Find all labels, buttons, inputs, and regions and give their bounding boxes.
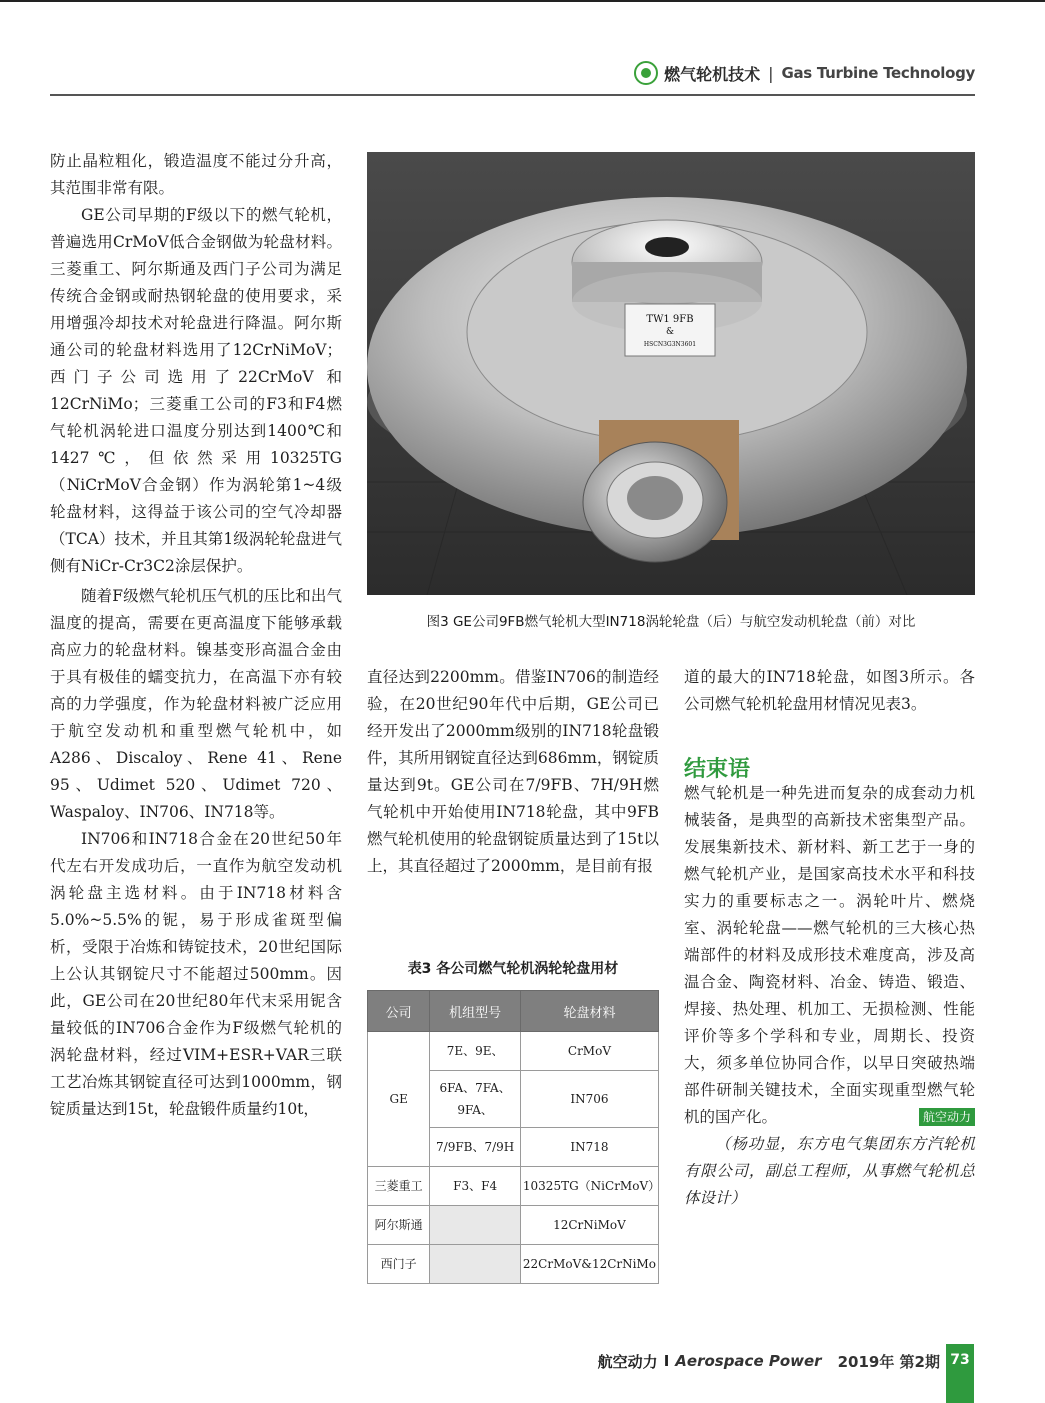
footer-issue: 2019年 第2期 bbox=[837, 1352, 940, 1371]
footer-separator: I bbox=[663, 1352, 670, 1370]
table-header-cell: 公司 bbox=[368, 991, 430, 1032]
header-journal-en: Gas Turbine Technology bbox=[781, 64, 975, 82]
end-badge: 航空动力 bbox=[919, 1108, 975, 1126]
paragraph: GE公司早期的F级以下的燃气轮机，普遍选用CrMoV低合金钢做为轮盘材料。三菱重工、阿尔斯通及西门子公司为满足传统合金钢或耐热钢轮盘的使用要求，采用增强冷却技术对轮盘进行降温。阿尔斯通公司的轮盘材料选用了12CrNiMoV；西门子公司选用了22CrMoV 和 12CrNiMo；三菱重工公司的F3和F4燃气轮机涡轮进口温度分别达到1400℃和1427℃，但依然采用10325TG（NiCrMoV合金钢）作为涡轮第1~4级轮盘材料，这得益于该公司的空气冷却器（TCA）技术，并且其第1级涡轮轮盘进气侧有NiCr-Cr3C2涂层保护。 bbox=[50, 206, 342, 575]
table-header-cell: 机组型号 bbox=[430, 991, 521, 1032]
header-journal-cn: 燃气轮机技术 bbox=[664, 64, 761, 84]
figure-caption: 图3 GE公司9FB燃气轮机大型IN718涡轮轮盘（后）与航空发动机轮盘（前）对比 bbox=[426, 614, 916, 630]
footer-journal-cn: 航空动力 bbox=[597, 1352, 658, 1371]
table-cell: 阿尔斯通 bbox=[368, 1206, 430, 1245]
running-footer bbox=[560, 1346, 940, 1376]
table-cell: 10325TG（NiCrMoV） bbox=[520, 1167, 658, 1206]
table-cell: GE bbox=[368, 1032, 430, 1167]
author-note: （杨功显，东方电气集团东方汽轮机有限公司，副总工程师，从事燃气轮机总体设计） bbox=[684, 1135, 975, 1207]
table-cell: 7/9FB、7/9H bbox=[430, 1128, 521, 1167]
table-header-row bbox=[368, 991, 659, 1032]
table-title: 表3 各公司燃气轮机涡轮轮盘用材 bbox=[407, 961, 619, 977]
right-column bbox=[684, 780, 975, 1212]
table-cell: 12CrNiMoV bbox=[520, 1206, 658, 1245]
table-cell: 22CrMoV&12CrNiMo bbox=[520, 1245, 658, 1284]
running-header bbox=[600, 58, 975, 88]
header-separator: | bbox=[768, 63, 774, 83]
table-cell bbox=[430, 1206, 521, 1245]
table-cell: 西门子 bbox=[368, 1245, 430, 1284]
page-number: 73 bbox=[946, 1344, 974, 1403]
table-header-cell: 轮盘材料 bbox=[520, 991, 658, 1032]
table-row bbox=[368, 1032, 659, 1071]
table-cell: IN718 bbox=[520, 1128, 658, 1167]
turbine-disk-photo bbox=[367, 152, 975, 595]
table-cell: 7E、9E、 bbox=[430, 1032, 521, 1071]
middle-column bbox=[367, 664, 659, 880]
table-row bbox=[368, 1206, 659, 1245]
paragraph: 直径达到2200mm。借鉴IN706的制造经验，在20世纪90年代中后期，GE公司已经开发出了2000mm级别的IN718轮盘锻件，其所用钢锭直径达到686mm，钢锭质量达到9t。GE公司在7/9FB、7H/9H燃气轮机中开始使用IN718轮盘，其中9FB燃气轮机使用的轮盘钢锭质量达到了15t以上，其直径超过了2000mm，是目前有报 bbox=[367, 668, 659, 875]
table-cell: CrMoV bbox=[520, 1032, 658, 1071]
table-row bbox=[368, 1245, 659, 1284]
left-column bbox=[50, 148, 342, 1123]
section-title: 结束语 bbox=[684, 757, 751, 782]
figure-photo bbox=[367, 152, 975, 595]
paragraph: 随着F级燃气轮机压气机的压比和出气温度的提高，需要在更高温度下能够承载高应力的轮盘材料。镍基变形高温合金由于具有极佳的蠕变抗力，在高温下亦有较高的力学强度，作为轮盘材料被广泛应用于航空发动机和重型燃气轮机中，如A286、Discaloy、Rene 41、Rene 95、Udimet 520、Udimet 720、Waspaloy、IN706、IN718等。 bbox=[50, 587, 342, 821]
table-cell: 6FA、7FA、9FA、 bbox=[430, 1071, 521, 1128]
top-border-line bbox=[0, 0, 1045, 2]
materials-table bbox=[367, 990, 659, 1284]
journal-logo-icon bbox=[634, 61, 658, 85]
table-row bbox=[368, 1167, 659, 1206]
footer-journal-en: Aerospace Power bbox=[675, 1352, 822, 1370]
disk-label-line3: HSCN3G3N3601 bbox=[643, 341, 697, 348]
disk-label-line1: TW1 9FB bbox=[646, 314, 694, 325]
header-rule bbox=[50, 94, 975, 96]
paragraph: 道的最大的IN718轮盘，如图3所示。各公司燃气轮机轮盘用材情况见表3。 bbox=[684, 668, 975, 713]
conclusion-text: 燃气轮机是一种先进而复杂的成套动力机械装备，是典型的高新技术密集型产品。发展集新技术、新材料、新工艺于一身的燃气轮机产业，是国家高技术水平和科技实力的重要标志之一。涡轮叶片、燃烧室、涡轮轮盘——燃气轮机的三大核心热端部件的材料及成形技术难度高，涉及高温合金、陶瓷材料、冶金、铸造、锻造、焊接、热处理、机加工、无损检测、性能评价等多个学科和专业，周期长、投资大，须多单位协同合作，以早日突破热端部件研制关键技术，全面实现重型燃气轮机的国产化。 bbox=[684, 784, 975, 1126]
paragraph: IN706和IN718合金在20世纪50年代左右开发成功后，一直作为航空发动机涡轮盘主选材料。由于IN718材料含5.0%~5.5%的铌，易于形成雀斑型偏析，受限于冶炼和铸锭技术，20世纪国际上公认其钢锭尺寸不能超过500mm。因此，GE公司在20世纪80年代末采用铌含量较低的IN706合金作为F级燃气轮机的涡轮盘材料，经过VIM+ESR+VAR三联工艺冶炼其钢锭直径可达到1000mm，钢锭质量达到15t，轮盘锻件质量约10t， bbox=[50, 830, 342, 1118]
table-cell bbox=[430, 1245, 521, 1284]
disk-label-line2: & bbox=[665, 327, 675, 337]
table-cell: 三菱重工 bbox=[368, 1167, 430, 1206]
table-cell: F3、F4 bbox=[430, 1167, 521, 1206]
right-column-intro bbox=[684, 664, 975, 718]
table-cell: IN706 bbox=[520, 1071, 658, 1128]
paragraph bbox=[684, 780, 975, 1131]
paragraph: 防止晶粒粗化，锻造温度不能过分升高，其范围非常有限。 bbox=[50, 152, 342, 197]
